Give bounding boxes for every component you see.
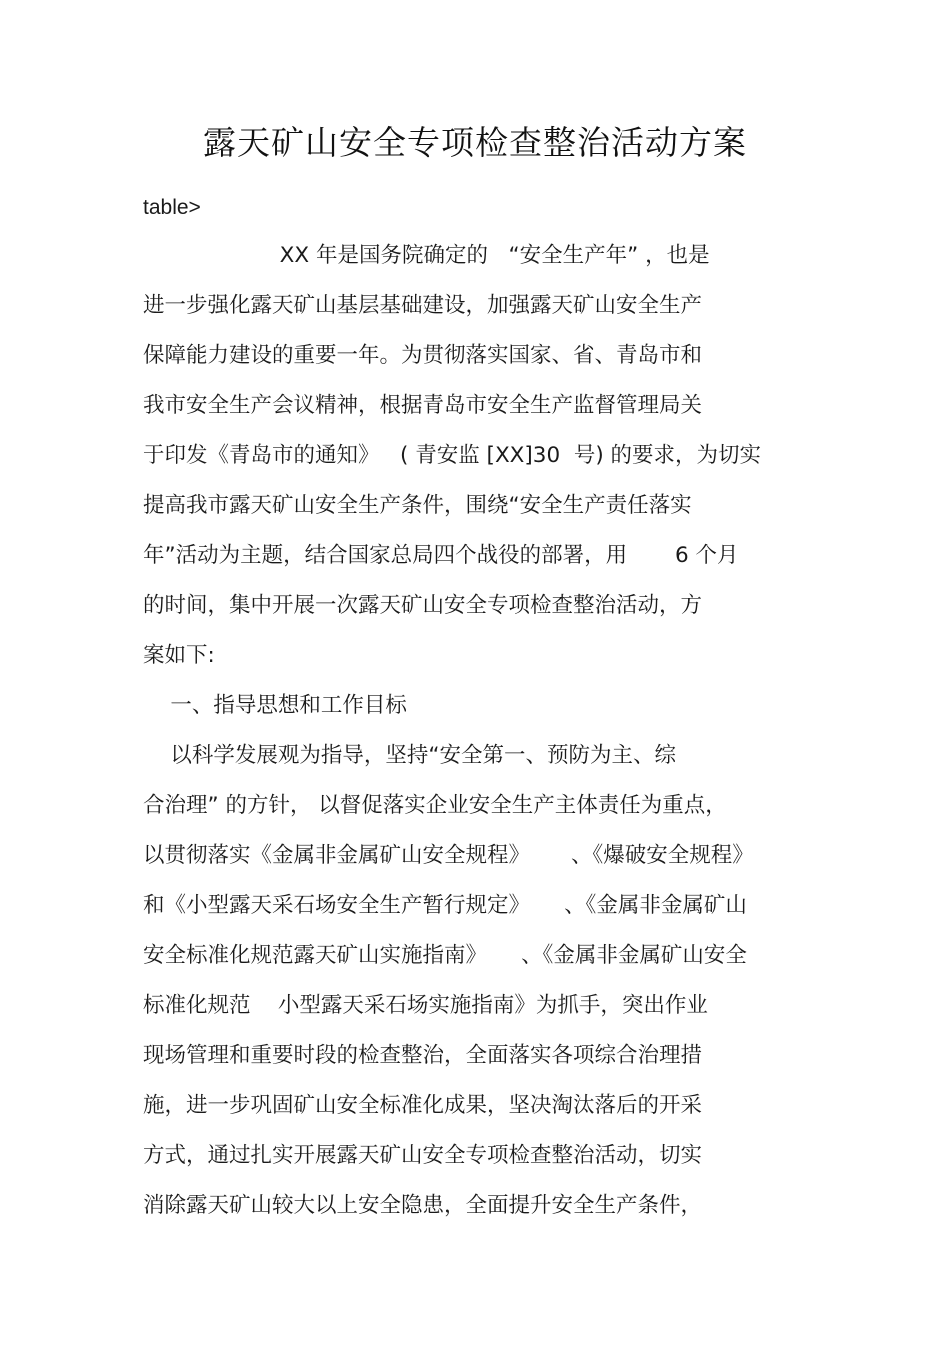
body-line-14: 和《小型露天采石场安全生产暂行规定》 、《金属非金属矿山 (143, 893, 747, 918)
body-line-15: 安全标准化规范露天矿山实施指南》 、《金属非金属矿山安全 (143, 943, 747, 968)
body-line-3: 保障能力建设的重要一年。为贯彻落实国家、省、青岛市和 (143, 343, 703, 368)
body-line-5: 于印发《青岛市的通知》 ( 青安监 [XX]30 号) 的要求，为切实 (143, 443, 762, 468)
body-line-11: 以科学发展观为指导，坚持“安全第一、预防为主、综 (143, 743, 676, 768)
stray-markup-text: table> (143, 196, 201, 219)
body-line-7: 年”活动为主题，结合国家总局四个战役的部署，用 6 个月 (143, 543, 739, 568)
body-line-17: 现场管理和重要时段的检查整治，全面落实各项综合治理措 (143, 1043, 703, 1068)
body-line-4: 我市安全生产会议精神，根据青岛市安全生产监督管理局关 (143, 393, 703, 418)
body-line-13: 以贯彻落实《金属非金属矿山安全规程》 、《爆破安全规程》 (143, 843, 754, 868)
body-line-20: 消除露天矿山较大以上安全隐患，全面提升安全生产条件， (143, 1193, 703, 1218)
section-heading-1: 一、指导思想和工作目标 (143, 693, 407, 718)
body-line-12: 合治理” 的方针， 以督促落实企业安全生产主体责任为重点， (143, 793, 727, 818)
document-title: 露天矿山安全专项检查整治活动方案 (203, 123, 747, 162)
body-line-1: XX 年是国务院确定的 “安全生产年” ，也是 (143, 243, 710, 268)
body-line-19: 方式，通过扎实开展露天矿山安全专项检查整治活动，切实 (143, 1143, 703, 1168)
body-line-8: 的时间，集中开展一次露天矿山安全专项检查整治活动，方 (143, 593, 703, 618)
body-line-6: 提高我市露天矿山安全生产条件，围绕“安全生产责任落实 (143, 493, 692, 518)
body-line-16: 标准化规范 小型露天采石场实施指南》为抓手，突出作业 (143, 993, 708, 1018)
body-line-18: 施，进一步巩固矿山安全标准化成果，坚决淘汰落后的开采 (143, 1093, 703, 1118)
body-line-9: 案如下: (143, 643, 215, 668)
body-line-2: 进一步强化露天矿山基层基础建设，加强露天矿山安全生产 (143, 293, 703, 318)
